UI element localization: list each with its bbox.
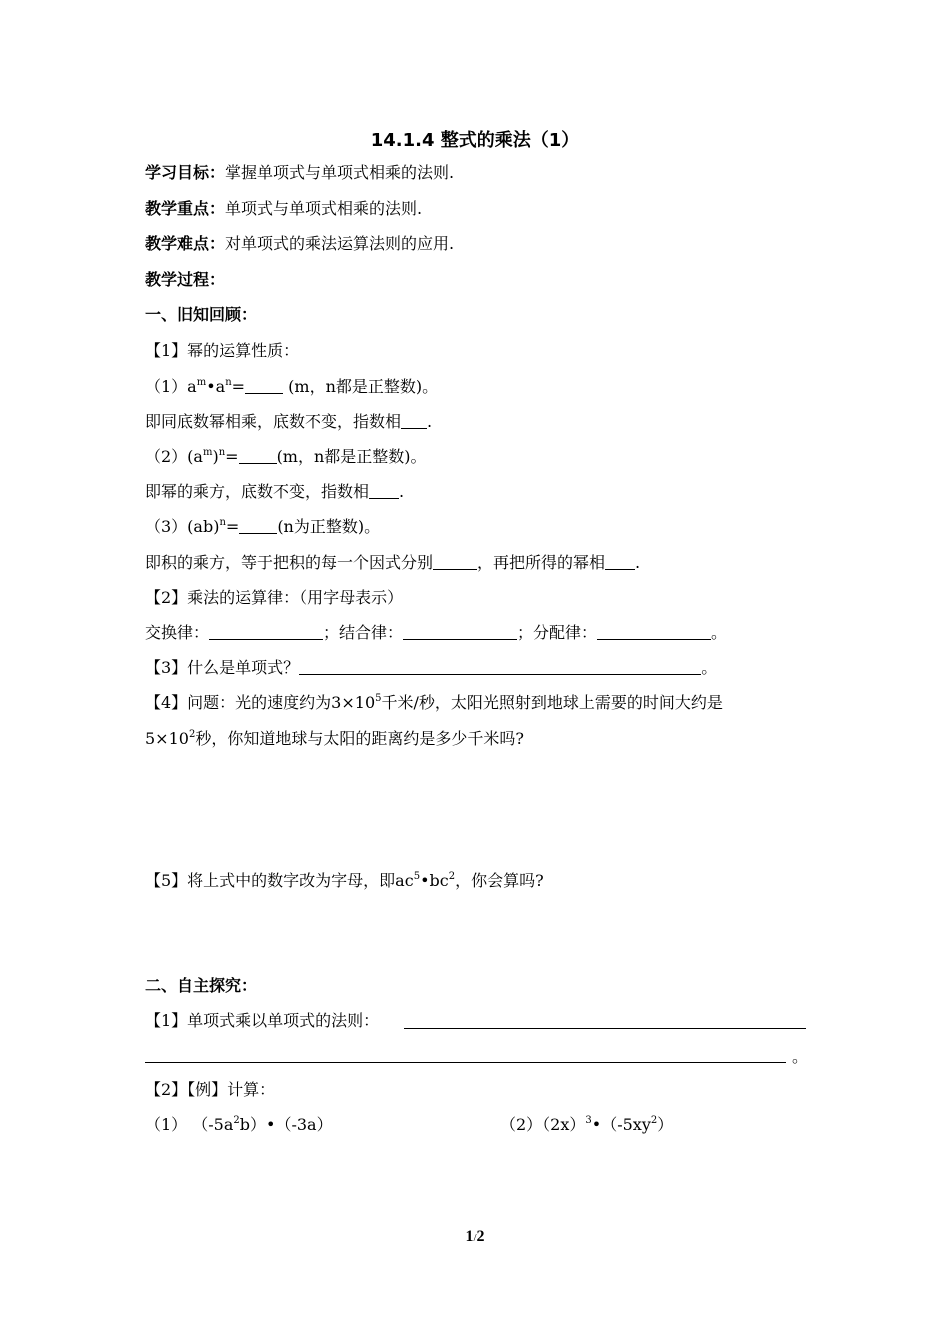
learning-goal-label: 学习目标： — [145, 163, 226, 182]
property-3-note: (n为正整数)。 — [277, 517, 381, 536]
property-2-explanation — [145, 481, 404, 503]
question-3 — [145, 657, 717, 679]
difficulty-label: 教学难点： — [145, 234, 226, 253]
distributive-blank[interactable] — [597, 623, 711, 640]
period: 。 — [711, 623, 728, 642]
property-1-note: (m，n都是正整数)。 — [283, 377, 439, 396]
question-3-text: 【3】什么是单项式？ — [145, 658, 300, 677]
answer-blank[interactable] — [433, 553, 477, 570]
explanation-text: 即积的乘方，等于把积的每一个因式分别 — [145, 553, 434, 572]
period: 。 — [792, 1047, 809, 1066]
learning-goal-text: 掌握单项式与单项式相乘的法则. — [225, 163, 455, 182]
equals-sign: = — [225, 447, 239, 466]
equals-sign: = — [225, 517, 240, 536]
period: 。 — [701, 658, 718, 677]
question-4-text: 【4】问题：光的速度约为3×10 — [145, 693, 376, 712]
explanation-text: 即同底数幂相乘，底数不变，指数相 — [145, 412, 402, 431]
example-2-text: （2）（2x） — [500, 1115, 586, 1134]
question-4-line-1 — [145, 692, 723, 714]
exponent: m — [202, 447, 213, 458]
property-2-mid: ) — [212, 447, 219, 466]
explanation-text: ，再把所得的幂相 — [477, 553, 606, 572]
exponent: 2 — [448, 871, 456, 882]
example-2-text: ） — [657, 1115, 674, 1134]
answer-blank[interactable] — [299, 658, 701, 675]
exponent: 2 — [650, 1115, 658, 1126]
exponent: 2 — [233, 1115, 240, 1126]
property-2 — [145, 446, 427, 468]
question-4-text: 秒，你知道地球与太阳的距离约是多少千米吗? — [195, 729, 524, 748]
answer-line[interactable] — [404, 1028, 806, 1029]
associative-blank[interactable] — [403, 623, 517, 640]
exponent: m — [196, 377, 207, 388]
property-1-explanation — [145, 411, 432, 433]
example-2-text: •（-5xy — [591, 1115, 651, 1134]
answer-blank[interactable] — [605, 553, 635, 570]
arithmetic-laws — [145, 622, 727, 644]
commutative-blank[interactable] — [209, 623, 323, 640]
total-pages: 2 — [476, 1228, 485, 1245]
question-4-text: 5×10 — [145, 729, 189, 748]
learning-goal — [145, 162, 454, 184]
section1-heading: 一、旧知回顾： — [145, 305, 258, 324]
current-page: 1 — [465, 1228, 474, 1245]
exponent: n — [219, 517, 226, 528]
associative-label: ；结合律： — [323, 623, 404, 642]
question-5-text: 【5】将上式中的数字改为字母，即ac — [145, 871, 414, 890]
property-2-note: (m，n都是正整数)。 — [276, 447, 427, 466]
exponent: n — [225, 377, 232, 388]
exponent: 5 — [375, 693, 382, 704]
page-title: 14.1.4 整式的乘法（1） — [370, 130, 580, 151]
page-separator: / — [473, 1232, 477, 1244]
question-5-text: •bc — [420, 871, 449, 890]
teaching-process-label: 教学过程： — [145, 270, 226, 289]
explanation-text: 即幂的乘方，底数不变，指数相 — [145, 482, 370, 501]
property-3-base: （3）(ab) — [145, 517, 220, 536]
teaching-key-point — [145, 198, 422, 220]
key-point-text: 单项式与单项式相乘的法则. — [225, 199, 423, 218]
equals-sign: = — [231, 377, 246, 396]
exponent: 3 — [585, 1115, 592, 1126]
answer-blank[interactable] — [401, 412, 427, 429]
example-1-text: b）•（-3a） — [239, 1115, 333, 1134]
property-1 — [145, 376, 438, 398]
period: . — [399, 482, 405, 501]
question-5 — [145, 870, 544, 892]
question-4-text: 千米/秒，太阳光照射到地球上需要的时间大约是 — [381, 693, 723, 712]
teaching-difficulty — [145, 233, 454, 255]
question-4-line-2 — [145, 728, 524, 750]
commutative-label: 交换律： — [145, 623, 210, 642]
period: . — [427, 412, 433, 431]
question-5-text: ，你会算吗? — [455, 871, 544, 890]
answer-blank[interactable] — [369, 482, 399, 499]
exponent: 5 — [413, 871, 421, 882]
answer-blank[interactable] — [239, 447, 277, 464]
answer-blank[interactable] — [245, 377, 283, 394]
page-number — [0, 1228, 950, 1246]
property-1-mid: •a — [206, 377, 226, 396]
answer-line[interactable] — [145, 1062, 786, 1063]
example-1 — [145, 1114, 333, 1136]
rule-question-text: 【1】单项式乘以单项式的法则： — [145, 1011, 380, 1030]
rule-question — [145, 1010, 379, 1032]
section2-heading: 二、自主探究： — [145, 976, 258, 995]
exponent: n — [218, 447, 226, 458]
property-3 — [145, 516, 380, 538]
property-2-base: （2）(a — [145, 447, 203, 466]
example-1-text: （1） （-5a — [145, 1115, 234, 1134]
example-label: 【2】【例】计算： — [145, 1080, 276, 1099]
question-2-label: 【2】乘法的运算律：（用字母表示） — [145, 588, 404, 607]
example-2 — [500, 1114, 673, 1136]
difficulty-text: 对单项式的乘法运算法则的应用. — [225, 234, 455, 253]
answer-blank[interactable] — [239, 517, 277, 534]
property-3-explanation — [145, 552, 640, 574]
property-1-base: （1）a — [145, 377, 197, 396]
period: . — [635, 553, 641, 572]
question-1-label: 【1】幂的运算性质： — [145, 341, 300, 360]
key-point-label: 教学重点： — [145, 199, 226, 218]
exponent: 2 — [188, 729, 196, 740]
distributive-label: ；分配律： — [517, 623, 598, 642]
